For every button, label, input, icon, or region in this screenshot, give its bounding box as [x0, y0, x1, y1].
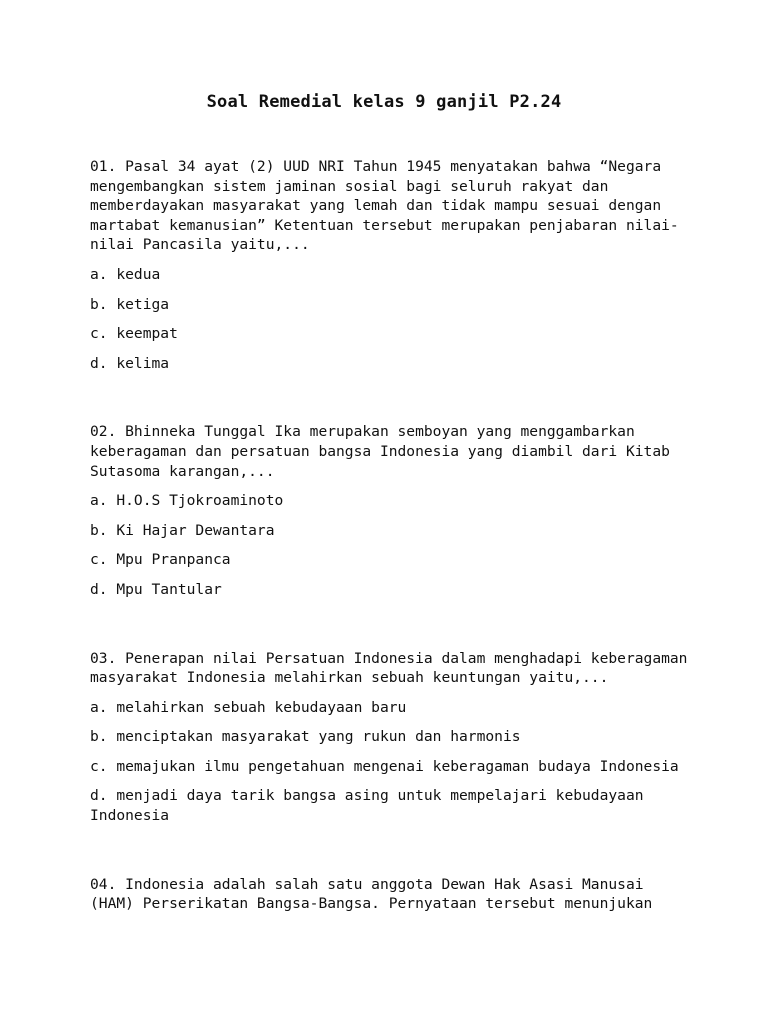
question-spacer	[90, 383, 690, 422]
question-list	[90, 157, 690, 924]
question-3-option-c: c. memajukan ilmu pengetahuan mengenai keberagaman budaya Indonesia	[90, 757, 679, 775]
question-1-option-a: a. kedua	[90, 265, 161, 283]
question-1-option-c: c. keempat	[90, 325, 178, 343]
question-2	[90, 422, 690, 599]
question-4-text: 04. Indonesia adalah salah satu anggota Dewan Hak Asasi Manusai (HAM) Perserikatan Bangsa-Bangsa. Pernyataan tersebut menunjukan	[90, 875, 653, 913]
question-2-option-a: a. H.O.S Tjokroaminoto	[90, 492, 284, 510]
question-1	[90, 157, 690, 373]
question-1-option-d: d. kelima	[90, 354, 170, 372]
question-3-text: 03. Penerapan nilai Persatuan Indonesia dalam menghadapi keberagaman masyarakat Indonesia melahirkan sebuah keuntungan yaitu,...	[90, 649, 688, 687]
question-2-option-d: d. Mpu Tantular	[90, 580, 222, 598]
question-1-text: 01. Pasal 34 ayat (2) UUD NRI Tahun 1945 menyatakan bahwa “Negara mengembangkan sistem jaminan sosial bagi seluruh rakyat dan memberdayakan masyarakat yang lemah dan tidak mampu sesuai dengan martabat kemanusian” Ketentuan tersebut merupakan penjabaran nilai-nilai Pancasila yaitu,...	[90, 158, 679, 254]
question-1-option-b: b. ketiga	[90, 295, 170, 313]
question-2-option-b: b. Ki Hajar Dewantara	[90, 521, 275, 539]
question-4	[90, 875, 690, 914]
document-title: Soal Remedial kelas 9 ganjil P2.24	[206, 92, 562, 112]
question-3	[90, 649, 690, 826]
question-3-option-d: d. menjadi daya tarik bangsa asing untuk mempelajari kebudayaan Indonesia	[90, 787, 644, 825]
question-2-option-c: c. Mpu Pranpanca	[90, 551, 231, 569]
question-2-text: 02. Bhinneka Tunggal Ika merupakan semboyan yang menggambarkan keberagaman dan persatuan bangsa Indonesia yang diambil dari Kitab Sutasoma karangan,...	[90, 423, 670, 480]
question-spacer	[90, 610, 690, 649]
question-3-option-a: a. melahirkan sebuah kebudayaan baru	[90, 698, 407, 716]
question-3-option-b: b. menciptakan masyarakat yang rukun dan harmonis	[90, 728, 521, 746]
question-spacer	[90, 836, 690, 875]
